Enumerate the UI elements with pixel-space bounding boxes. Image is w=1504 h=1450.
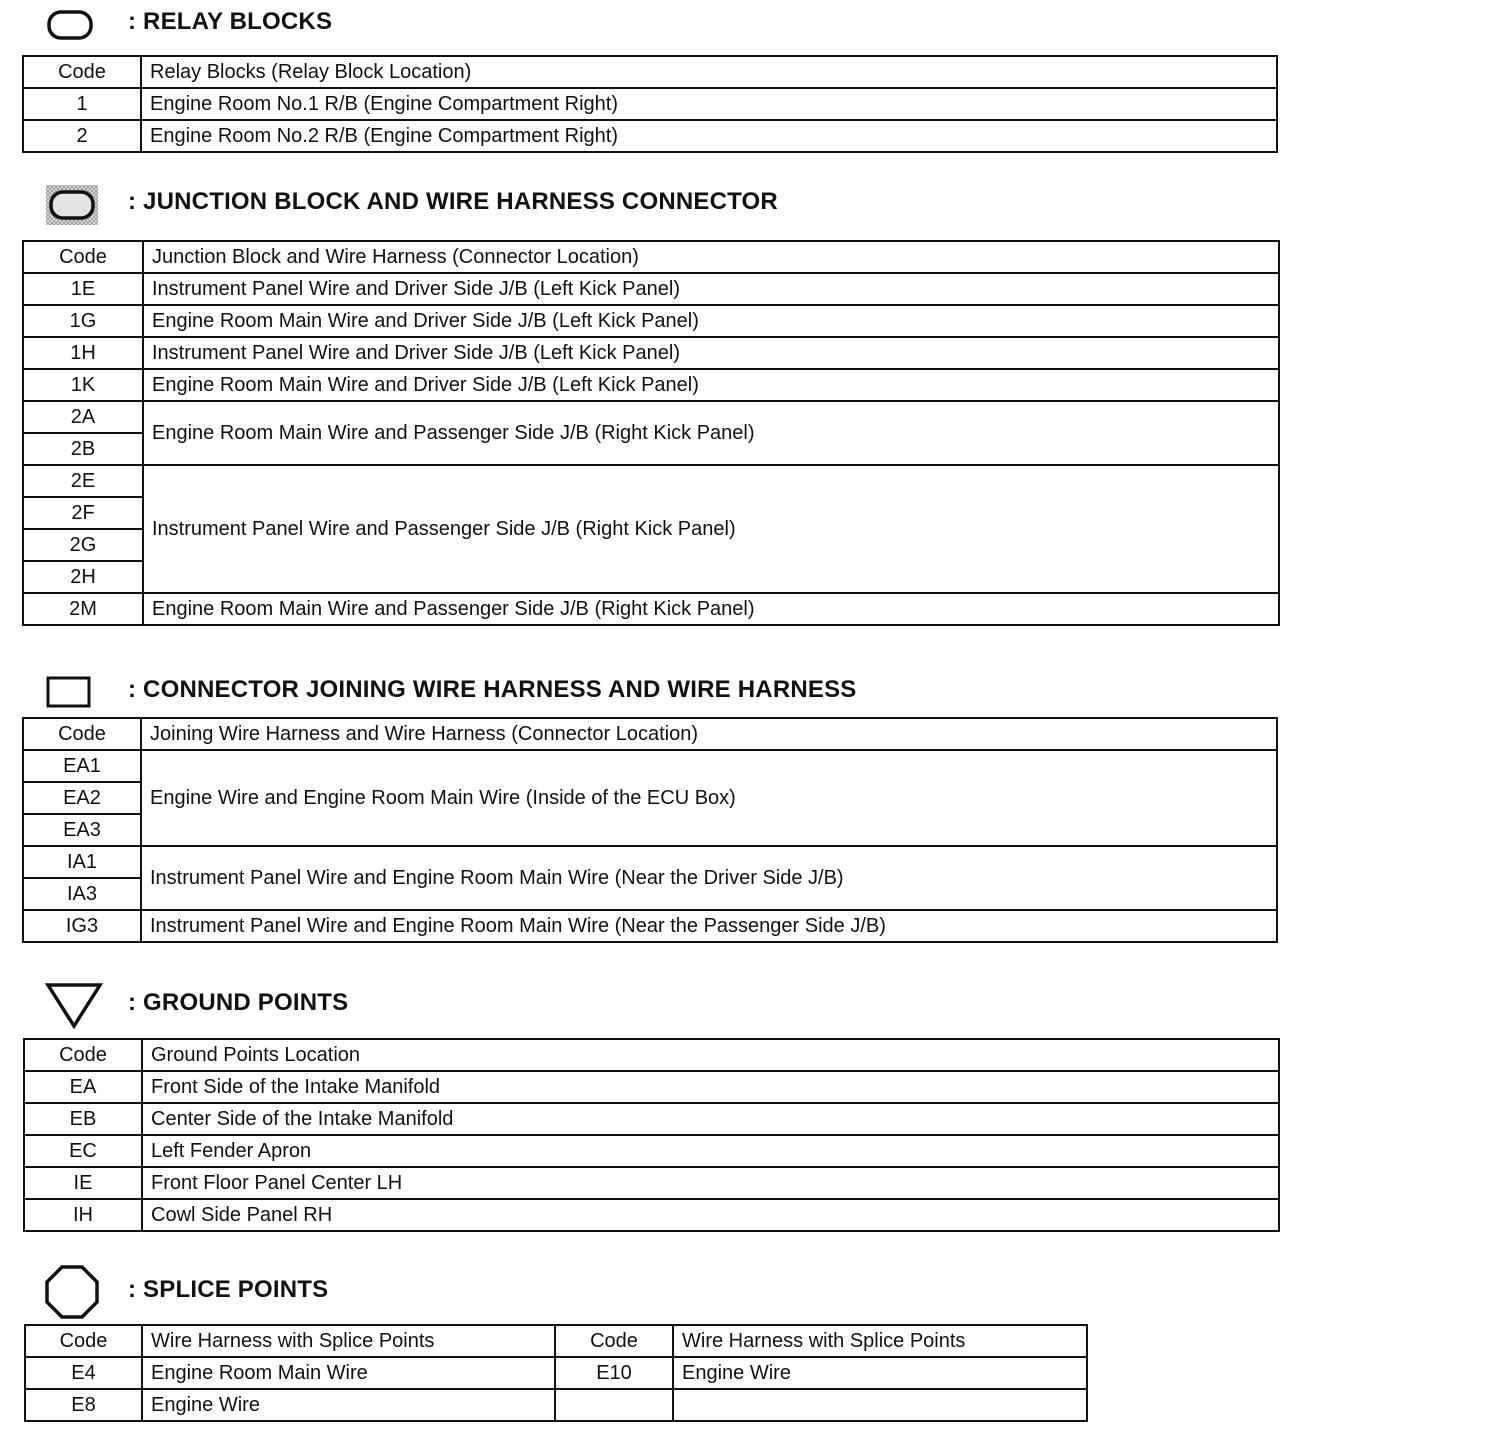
junction-block-symbol-icon xyxy=(45,184,99,226)
row-description: Front Floor Panel Center LH xyxy=(142,1167,1279,1199)
row-description: Instrument Panel Wire and Driver Side J/B (Left Kick Panel) xyxy=(143,273,1279,305)
connector-symbol-icon xyxy=(46,674,92,710)
header-description: Joining Wire Harness and Wire Harness (Connector Location) xyxy=(141,718,1277,750)
relay-blocks-table xyxy=(22,55,1278,153)
row-description: Engine Wire and Engine Room Main Wire (Inside of the ECU Box) xyxy=(141,750,1277,846)
header-code: Code xyxy=(555,1325,673,1357)
table-header-row xyxy=(23,241,1279,273)
row-description: Engine Room Main Wire and Driver Side J/B (Left Kick Panel) xyxy=(143,305,1279,337)
table-row xyxy=(23,593,1279,625)
row-code: 2H xyxy=(23,561,143,593)
row-code: IA3 xyxy=(23,878,141,910)
row-code: E10 xyxy=(555,1357,673,1389)
table-row xyxy=(24,1103,1279,1135)
row-code: EA3 xyxy=(23,814,141,846)
row-code: 2F xyxy=(23,497,143,529)
table-row xyxy=(23,401,1279,433)
header-description: Wire Harness with Splice Points xyxy=(673,1325,1087,1357)
junction-blocks-title: : JUNCTION BLOCK AND WIRE HARNESS CONNECTOR xyxy=(128,188,778,215)
table-row xyxy=(24,1071,1279,1103)
row-description: Engine Wire xyxy=(673,1357,1087,1389)
row-code: 2E xyxy=(23,465,143,497)
table-row xyxy=(23,910,1277,942)
table-row xyxy=(23,337,1279,369)
table-row xyxy=(25,1357,1087,1389)
row-code: 2B xyxy=(23,433,143,465)
table-header-row xyxy=(25,1325,1087,1357)
relay-block-symbol-icon xyxy=(46,8,94,42)
row-code: EC xyxy=(24,1135,142,1167)
row-code: EA xyxy=(24,1071,142,1103)
row-description: Engine Room Main Wire and Driver Side J/B (Left Kick Panel) xyxy=(143,369,1279,401)
row-description: Left Fender Apron xyxy=(142,1135,1279,1167)
row-code: IH xyxy=(24,1199,142,1231)
ground-point-symbol-icon xyxy=(44,980,104,1032)
table-row xyxy=(24,1199,1279,1231)
row-description: Front Side of the Intake Manifold xyxy=(142,1071,1279,1103)
table-row xyxy=(23,120,1277,152)
row-code: EB xyxy=(24,1103,142,1135)
table-row xyxy=(23,369,1279,401)
row-code: 1H xyxy=(23,337,143,369)
table-row xyxy=(23,465,1279,497)
junction-blocks-table xyxy=(22,240,1280,626)
row-description: Engine Room No.2 R/B (Engine Compartment Right) xyxy=(141,120,1277,152)
row-description xyxy=(673,1389,1087,1421)
row-code: 2 xyxy=(23,120,141,152)
relay-blocks-title: : RELAY BLOCKS xyxy=(128,8,333,35)
table-row xyxy=(23,305,1279,337)
row-description: Instrument Panel Wire and Passenger Side J/B (Right Kick Panel) xyxy=(143,465,1279,593)
header-code: Code xyxy=(24,1039,142,1071)
row-code: 1K xyxy=(23,369,143,401)
row-description: Engine Room Main Wire and Passenger Side J/B (Right Kick Panel) xyxy=(143,401,1279,465)
header-description: Wire Harness with Splice Points xyxy=(142,1325,555,1357)
row-code xyxy=(555,1389,673,1421)
row-code: 1 xyxy=(23,88,141,120)
row-description: Engine Room Main Wire and Passenger Side J/B (Right Kick Panel) xyxy=(143,593,1279,625)
splice-points-table xyxy=(24,1324,1088,1422)
table-header-row xyxy=(23,56,1277,88)
row-description: Instrument Panel Wire and Engine Room Main Wire (Near the Driver Side J/B) xyxy=(141,846,1277,910)
row-code: EA1 xyxy=(23,750,141,782)
row-code: 1E xyxy=(23,273,143,305)
row-description: Instrument Panel Wire and Engine Room Main Wire (Near the Passenger Side J/B) xyxy=(141,910,1277,942)
header-code: Code xyxy=(23,241,143,273)
header-code: Code xyxy=(23,56,141,88)
table-row xyxy=(24,1135,1279,1167)
row-code: 2G xyxy=(23,529,143,561)
table-header-row xyxy=(23,718,1277,750)
table-row xyxy=(23,846,1277,878)
table-row xyxy=(24,1167,1279,1199)
row-code: IA1 xyxy=(23,846,141,878)
table-header-row xyxy=(24,1039,1279,1071)
row-description: Engine Room No.1 R/B (Engine Compartment Right) xyxy=(141,88,1277,120)
header-code: Code xyxy=(25,1325,142,1357)
row-description: Cowl Side Panel RH xyxy=(142,1199,1279,1231)
ground-points-title: : GROUND POINTS xyxy=(128,989,349,1016)
row-code: E4 xyxy=(25,1357,142,1389)
splice-point-symbol-icon xyxy=(44,1264,100,1320)
row-description: Engine Wire xyxy=(142,1389,555,1421)
splice-points-title: : SPLICE POINTS xyxy=(128,1276,329,1303)
header-description: Relay Blocks (Relay Block Location) xyxy=(141,56,1277,88)
row-code: E8 xyxy=(25,1389,142,1421)
row-code: IE xyxy=(24,1167,142,1199)
table-row xyxy=(23,750,1277,782)
row-description: Center Side of the Intake Manifold xyxy=(142,1103,1279,1135)
table-row xyxy=(23,88,1277,120)
connectors-table xyxy=(22,717,1278,943)
row-code: EA2 xyxy=(23,782,141,814)
connectors-title: : CONNECTOR JOINING WIRE HARNESS AND WIRE HARNESS xyxy=(128,676,857,703)
row-code: 1G xyxy=(23,305,143,337)
table-row xyxy=(23,273,1279,305)
row-code: 2M xyxy=(23,593,143,625)
row-description: Instrument Panel Wire and Driver Side J/B (Left Kick Panel) xyxy=(143,337,1279,369)
table-row xyxy=(25,1389,1087,1421)
row-code: 2A xyxy=(23,401,143,433)
header-description: Junction Block and Wire Harness (Connector Location) xyxy=(143,241,1279,273)
row-description: Engine Room Main Wire xyxy=(142,1357,555,1389)
header-code: Code xyxy=(23,718,141,750)
row-code: IG3 xyxy=(23,910,141,942)
header-description: Ground Points Location xyxy=(142,1039,1279,1071)
ground-points-table xyxy=(23,1038,1280,1232)
